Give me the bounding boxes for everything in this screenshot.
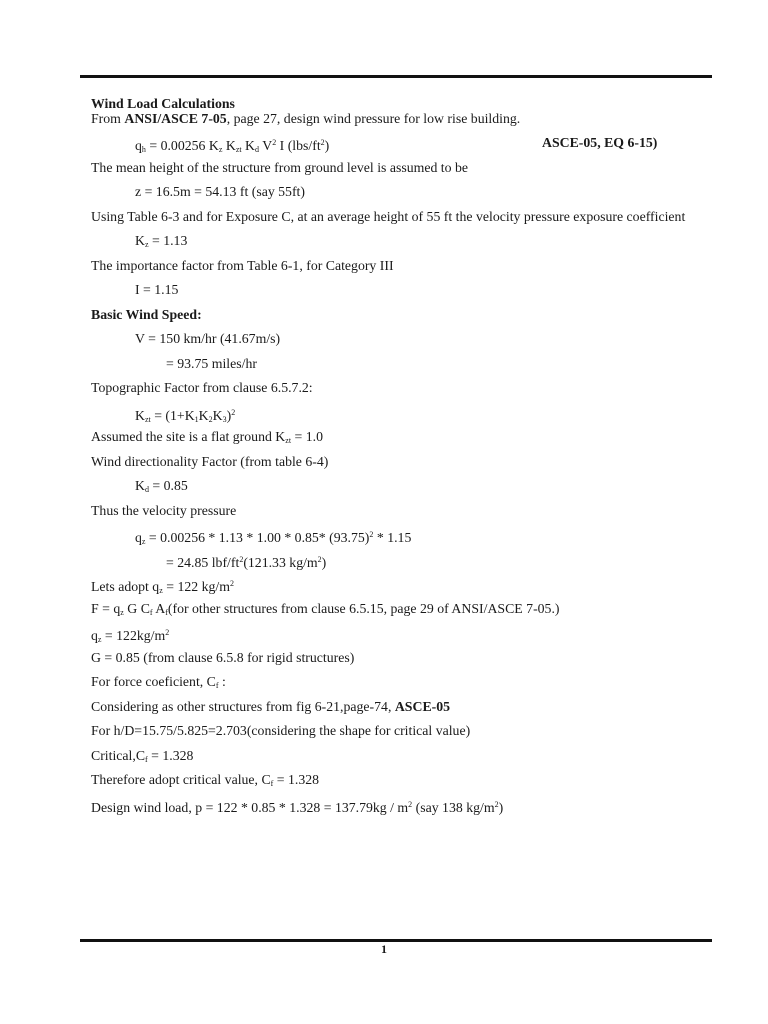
table-6-3-text: Using Table 6-3 and for Exposure C, at an average height of 55 ft the velocity pressure exposure coefficient [91,209,686,224]
basic-wind-speed-heading: Basic Wind Speed: [91,307,202,322]
kz-value: $K_z = 1.13$ [135,233,188,249]
force-coefficient-heading: For force coeficient, $C_f$ : [91,674,226,690]
considering-text: Considering as other structures from fig 6-21,page-74, ASCE-05 [91,699,451,714]
page-number: 1 [381,942,387,956]
importance-text: The importance factor from Table 6-1, for Category III [91,258,394,273]
qz-restated: $q_z = 122kg/m^2$ [91,628,170,644]
force-formula: $F = q_z$ G $C_f$ $A_f(for$ other structures from clause 6.5.15, page 29 of ANSI/ASCE 7-05.) [91,601,560,617]
wind-speed-mph: = 93.75 miles/hr [166,356,257,371]
mean-height-text: The mean height of the structure from ground level is assumed to be [91,160,469,175]
qz-result: = 24.85 lbf/$ft^2(121.33$ $kg/m^2$) [166,555,327,570]
h-d-ratio: For h/D=15.75/5.825=2.703(considering the shape for critical value) [91,723,471,738]
wind-speed-kmh: V = 150 km/hr (41.67m/s) [135,331,281,346]
qz-calculation: $q_z = 0.00256 * 1.13 * 1.00 * 0.85*$ $(93.75)^2 * 1.15$ [135,530,412,546]
gust-factor: G = 0.85 (from clause 6.5.8 for rigid structures) [91,650,355,665]
z-value: z = 16.5m = 54.13 ft (say 55ft) [135,184,305,199]
kzt-formula: $K_{zt} = (1+K_1K_2K_3)^2$ [135,408,236,424]
directionality-text: Wind directionality Factor (from table 6-4) [91,454,329,469]
kd-value: $K_d = 0.85$ [135,478,188,494]
flat-ground-text: Assumed the site is a flat ground $K_{zt} = 1.0$ [91,429,323,445]
section-title: Wind Load Calculations [91,96,235,111]
adopt-qz: Lets adopt $q_z = 122$ $kg/m^2$ [91,579,234,595]
critical-value: $Critical,C_f = 1.328$ [91,748,194,764]
importance-value: I = 1.15 [135,282,179,297]
adopt-critical-value: Therefore adopt critical value, $C_f = 1.328$ [91,772,320,788]
design-pressure-equation: $q_h = 0.00256$ $K_z$ $K_{zt}$ $K_d$ $V^2$ I $(lbs/ft^2)$ ASCE-05, EQ 6-15) [135,135,658,154]
velocity-pressure-text: Thus the velocity pressure [91,503,237,518]
design-wind-load: Design wind load, $p = 122 * 0.85 * 1.328 = 137.79kg / m^2$ (say 138 $kg/m^2$) [91,800,504,815]
intro-line: From ANSI/ASCE 7-05, page 27, design wind pressure for low rise building. [91,111,521,126]
topographic-factor-text: Topographic Factor from clause 6.5.7.2: [91,380,313,395]
top-rule [80,75,712,78]
equation-reference: ASCE-05, EQ 6-15) [542,135,658,150]
